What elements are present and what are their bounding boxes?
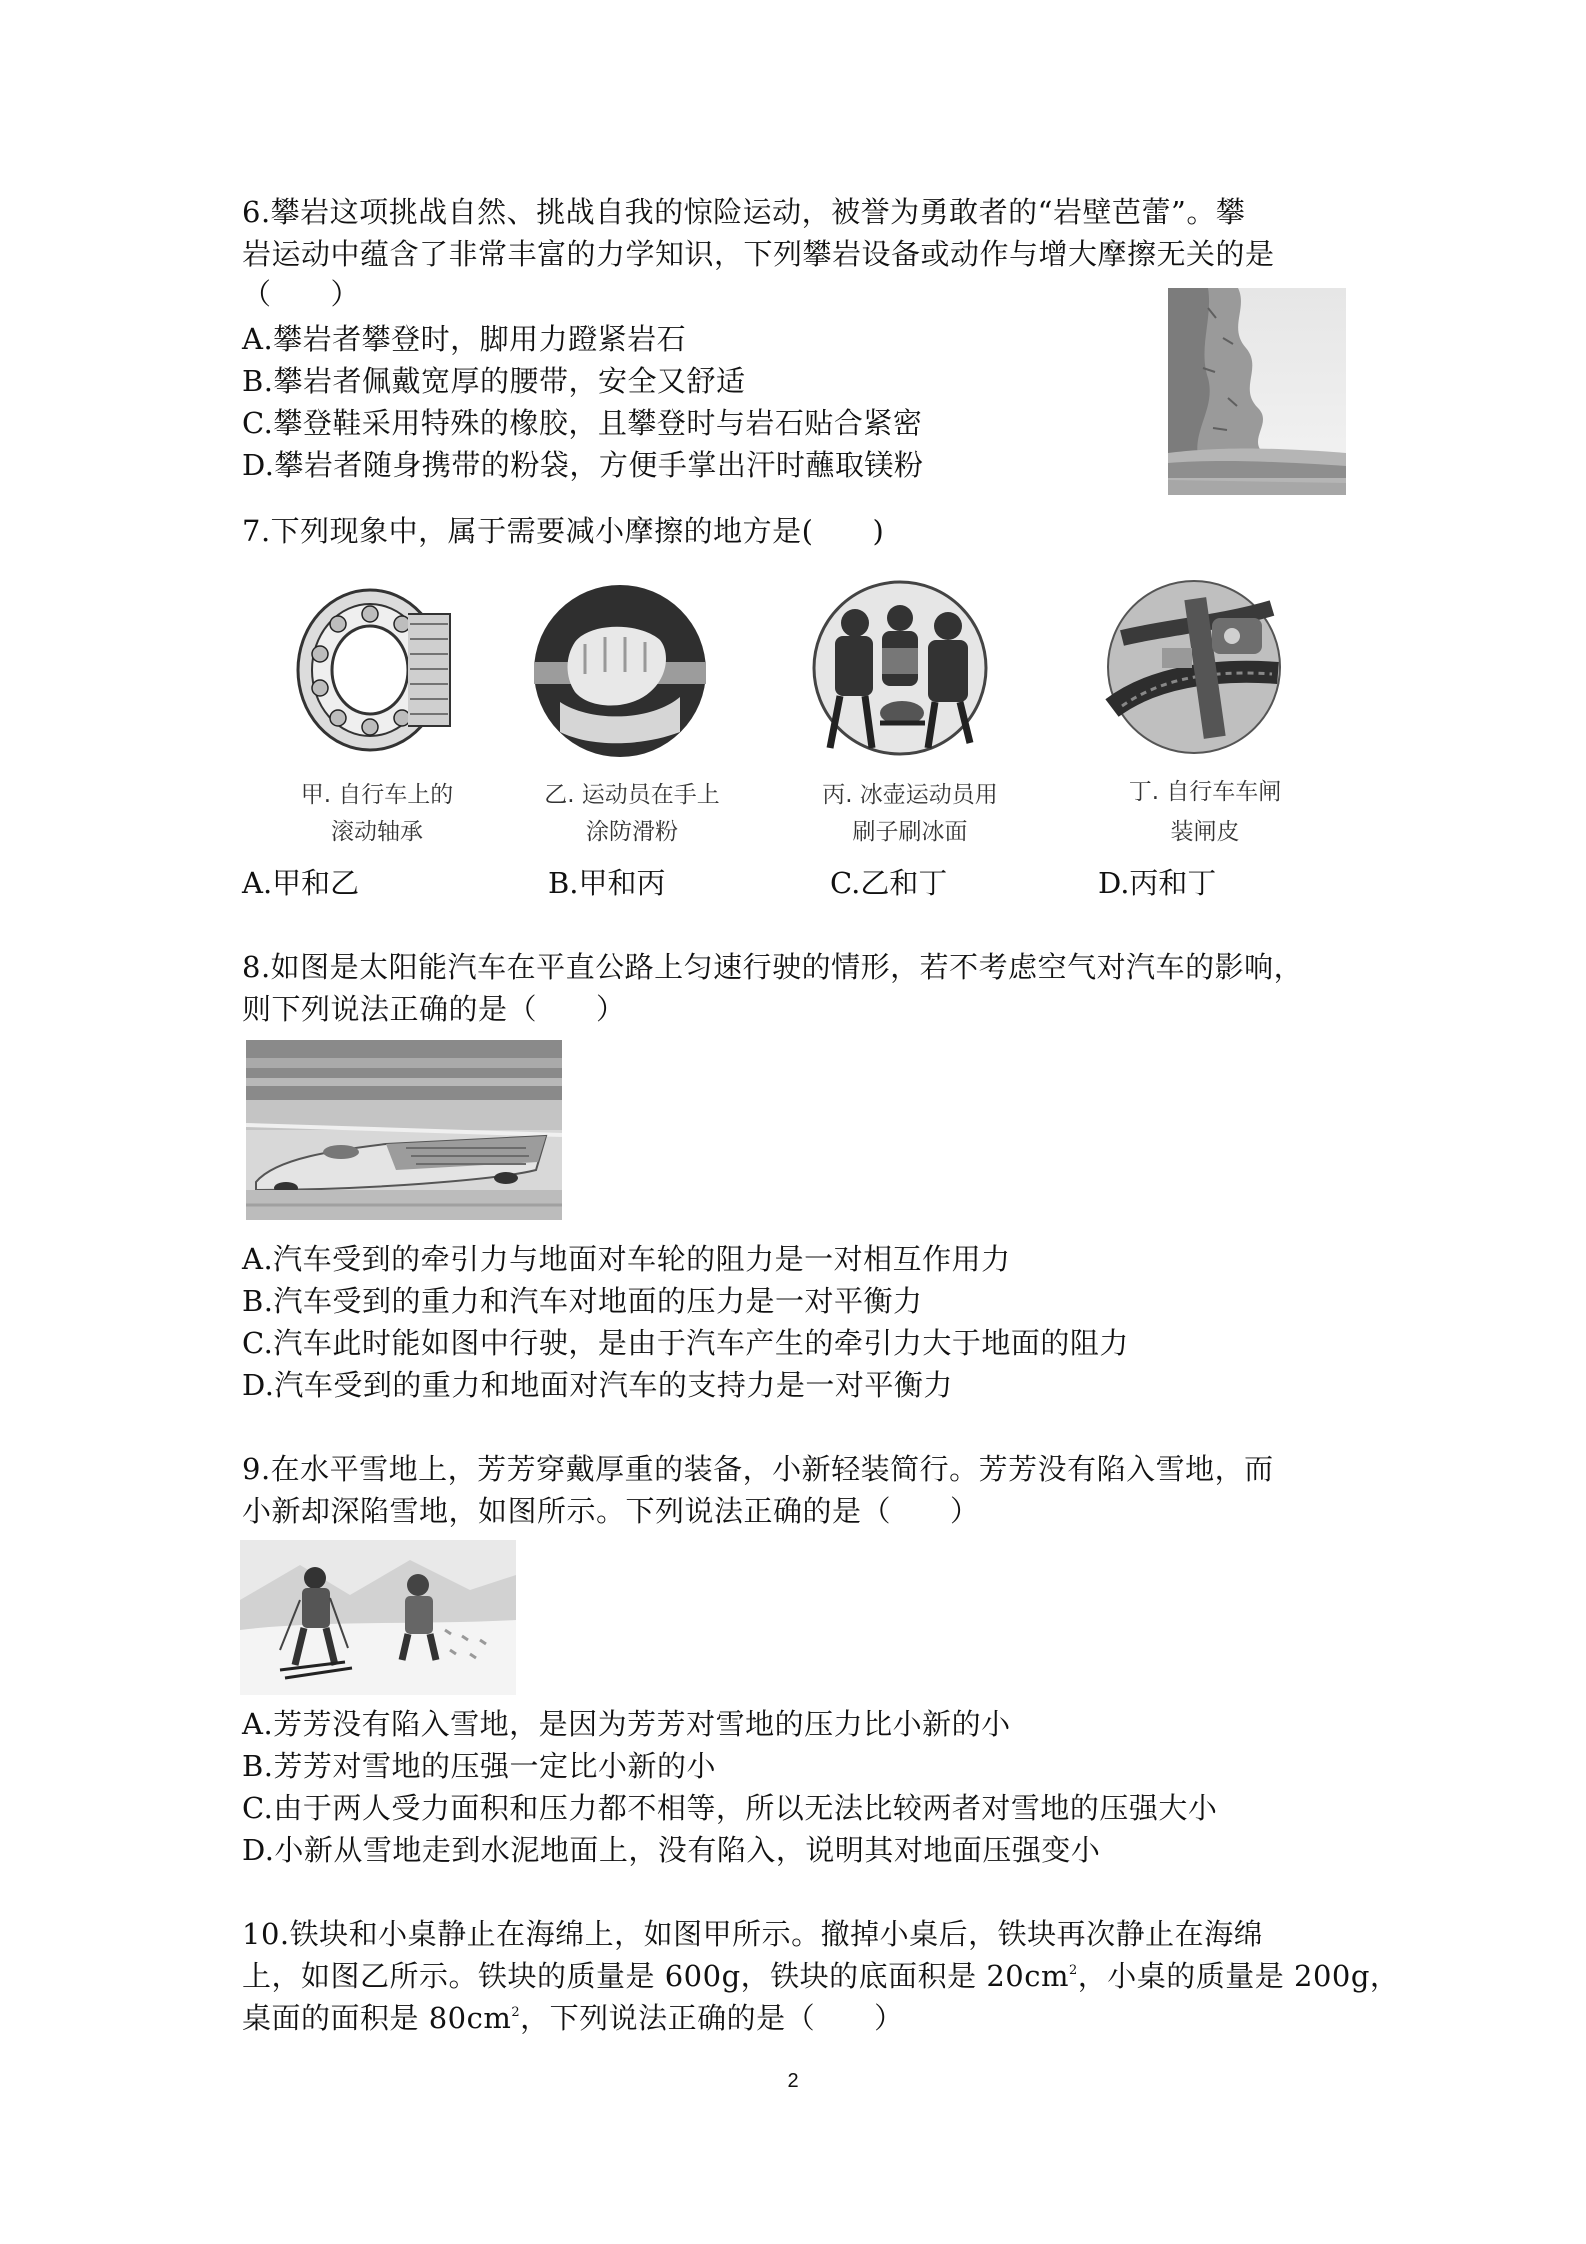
- q6-stem-line-1: 6.攀岩这项挑战自然、挑战自我的惊险运动，被誉为勇敢者的“岩壁芭蕾”。攀: [242, 195, 1246, 229]
- q7-option-a: A.甲和乙: [242, 866, 360, 900]
- q9-option-d: D.小新从雪地走到水泥地面上，没有陷入，说明其对地面压强变小: [242, 1833, 1101, 1867]
- q8-option-d: D.汽车受到的重力和地面对汽车的支持力是一对平衡力: [242, 1368, 953, 1402]
- q9-stem-line-2: 小新却深陷雪地，如图所示。下列说法正确的是（ ）: [242, 1494, 980, 1528]
- curling-image: [810, 578, 990, 758]
- q10-stem-line-2: [242, 1957, 1399, 1995]
- q10-line2-part-a: 上，如图乙所示。铁块的质量是 600g，铁块的底面积是 20cm: [242, 1959, 1069, 1993]
- q10-line3-superscript: 2: [511, 2005, 521, 2020]
- q8-stem-line-1: 8.如图是太阳能汽车在平直公路上匀速行驶的情形，若不考虑空气对汽车的影响，: [242, 950, 1304, 984]
- q8-stem-line-2: 则下列说法正确的是（ ）: [242, 992, 626, 1026]
- q8-option-c: C.汽车此时能如图中行驶，是由于汽车产生的牵引力大于地面的阻力: [242, 1326, 1129, 1360]
- rock-climbing-photo: [1168, 288, 1346, 495]
- q6-option-c: C.攀登鞋采用特殊的橡胶，且攀登时与岩石贴合紧密: [242, 406, 923, 440]
- q10-line2-part-b: ，小桌的质量是 200g，: [1077, 1959, 1400, 1993]
- solar-car-photo: [246, 1040, 562, 1220]
- q7-option-b: B.甲和丙: [548, 866, 666, 900]
- q6-option-b: B.攀岩者佩戴宽厚的腰带，安全又舒适: [242, 364, 746, 398]
- caption-jia-line-2: 滚动轴承: [331, 819, 423, 845]
- q6-option-d: D.攀岩者随身携带的粉袋，方便手掌出汗时蘸取镁粉: [242, 448, 924, 482]
- caption-jia-line-1: 甲. 自行车上的: [300, 782, 454, 808]
- q7-option-d: D.丙和丁: [1098, 866, 1217, 900]
- snow-figures-image: [240, 1540, 516, 1695]
- q9-option-c: C.由于两人受力面积和压力都不相等，所以无法比较两者对雪地的压强大小: [242, 1791, 1218, 1825]
- q10-line2-superscript: 2: [1069, 1963, 1078, 1978]
- q7-option-c: C.乙和丁: [830, 866, 948, 900]
- bicycle-brake-image: [1102, 578, 1286, 756]
- q7-stem: 7.下列现象中，属于需要减小摩擦的地方是( ): [242, 514, 885, 548]
- caption-ding-line-1: 丁. 自行车车闸: [1128, 779, 1282, 805]
- q8-option-b: B.汽车受到的重力和汽车对地面的压力是一对平衡力: [242, 1284, 923, 1318]
- bearing-image: [290, 584, 460, 756]
- caption-bing-line-2: 刷子刷冰面: [852, 819, 968, 845]
- q9-option-b: B.芳芳对雪地的压强一定比小新的小: [242, 1749, 717, 1783]
- q6-answer-blank: （ ）: [242, 277, 361, 311]
- q9-stem-line-1: 9.在水平雪地上，芳芳穿戴厚重的装备，小新轻装简行。芳芳没有陷入雪地，而: [242, 1452, 1274, 1486]
- q9-option-a: A.芳芳没有陷入雪地，是因为芳芳对雪地的压力比小新的小: [242, 1707, 1011, 1741]
- caption-yi-line-1: 乙. 运动员在手上: [544, 782, 720, 808]
- q6-option-a: A.攀岩者攀登时，脚用力蹬紧岩石: [242, 322, 687, 356]
- q10-line3-part-b: ，下列说法正确的是（ ）: [520, 2001, 904, 2035]
- caption-bing-line-1: 丙. 冰壶运动员用: [822, 782, 998, 808]
- q6-stem-line-2: 岩运动中蕴含了非常丰富的力学知识，下列攀岩设备或动作与增大摩擦无关的是: [242, 237, 1275, 271]
- q10-stem-line-1: 10.铁块和小桌静止在海绵上，如图甲所示。撤掉小桌后，铁块再次静止在海绵: [242, 1917, 1264, 1951]
- caption-yi-line-2: 涂防滑粉: [586, 819, 678, 845]
- q10-line3-part-a: 桌面的面积是 80cm: [242, 2001, 512, 2035]
- q10-stem-line-3: [242, 1999, 904, 2037]
- caption-ding-line-2: 装闸皮: [1170, 819, 1240, 845]
- athlete-hand-image: [530, 582, 710, 760]
- q8-option-a: A.汽车受到的牵引力与地面对车轮的阻力是一对相互作用力: [242, 1242, 1011, 1276]
- page-number: 2: [787, 2070, 799, 2092]
